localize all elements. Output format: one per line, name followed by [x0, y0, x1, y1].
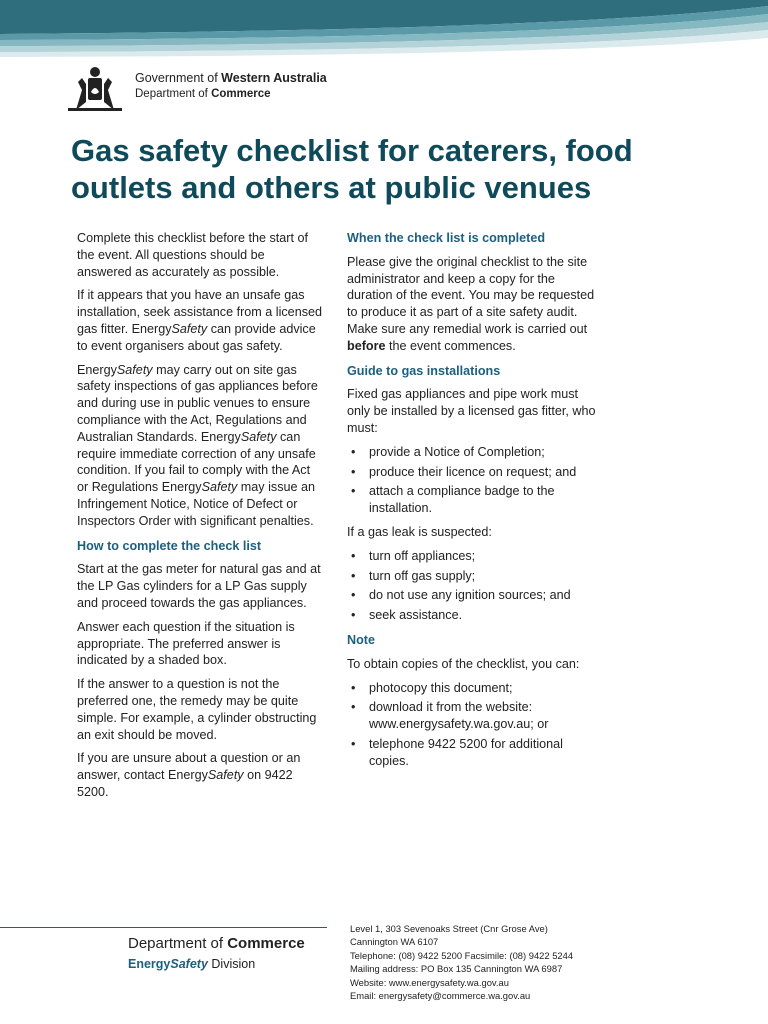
email-line: Email: energysafety@commerce.wa.gov.au — [350, 990, 531, 1002]
contact-paragraph: If you are unsure about a question or an answer, contact EnergySafety on 9422 5200. — [77, 751, 301, 799]
footer-division-line: EnergySafety Division — [128, 957, 256, 971]
left-column — [77, 230, 322, 808]
list-item: • provide a Notice of Completion; — [347, 444, 597, 461]
list-item: • turn off gas supply; — [347, 568, 597, 585]
list-item: • telephone 9422 5200 for additional copies. — [347, 736, 597, 770]
address-line: Level 1, 303 Sevenoaks Street (Cnr Grose Ave) — [350, 923, 548, 934]
footer-address — [350, 922, 573, 1002]
telephone-line: Telephone: (08) 9422 5200 Facsimile: (08) 9422 5244 — [350, 949, 574, 961]
address-line: Cannington WA 6107 — [350, 936, 439, 948]
gas-leak-list — [347, 548, 597, 624]
copies-paragraph: To obtain copies of the checklist, you can: — [347, 656, 580, 671]
header-wave-banner — [0, 0, 768, 60]
note-heading: Note — [347, 632, 375, 647]
start-paragraph: Start at the gas meter for natural gas and at the LP Gas cylinders for a LP Gas supply and proceed towards the gas appliances. — [77, 562, 321, 610]
footer-dept-line: Department of Commerce — [128, 935, 305, 952]
page-title: Gas safety checklist for caterers, food outlets and others at public venues — [71, 133, 633, 205]
leak-paragraph: If a gas leak is suspected: — [347, 524, 492, 539]
guide-heading: Guide to gas installations — [347, 363, 501, 378]
list-item: • download it from the website: www.energysafety.wa.gov.au; or — [347, 699, 597, 733]
completed-heading: When the check list is completed — [347, 231, 546, 245]
answer-paragraph: Answer each question if the situation is appropriate. The preferred answer is indicated by a shaded box. — [77, 619, 295, 668]
copies-list — [347, 680, 597, 770]
website-line: Website: www.energysafety.wa.gov.au — [350, 976, 509, 988]
intro-paragraph: Complete this checklist before the start of the event. All questions should be answered as accurately as possible. — [77, 231, 308, 279]
list-item: • photocopy this document; — [347, 680, 597, 697]
wa-coat-of-arms-logo — [62, 64, 128, 112]
right-column — [347, 230, 597, 777]
government-line: Government of Western Australia — [135, 71, 327, 85]
how-to-heading: How to complete the check list — [77, 538, 262, 553]
department-line: Department of Commerce — [135, 88, 271, 100]
government-header — [135, 70, 327, 102]
unsafe-paragraph: If it appears that you have an unsafe gas installation, seek assistance from a licensed gas fitter. EnergySafety can provide advice to event organisers about gas safety. — [77, 288, 323, 353]
remedy-paragraph: If the answer to a question is not the preferred one, the remedy may be quite simple. For example, a cylinder obstructing an exit should be moved. — [77, 677, 317, 742]
list-item: • do not use any ignition sources; and — [347, 587, 597, 604]
footer-department — [128, 934, 305, 974]
list-item: • produce their licence on request; and — [347, 464, 597, 481]
inspection-paragraph: EnergySafety may carry out on site gas safety inspections of gas appliances before and during use in public venues to ensure compliance with the Act, Regulations and Australian Standards. EnergySafety can require immediate correction of any unsafe condition. If you fail to comply with the Act or Regulations EnergySafety may issue an Infringement Notice, Notice of Defect or Inspectors Order with significant penalties. — [77, 362, 318, 528]
list-item: • seek assistance. — [347, 607, 597, 624]
guide-paragraph: Fixed gas appliances and pipe work must only be installed by a licensed gas fitter, who must: — [347, 387, 596, 435]
mailing-line: Mailing address: PO Box 135 Cannington WA 6987 — [350, 963, 563, 975]
list-item: • turn off appliances; — [347, 548, 597, 565]
footer-divider — [0, 927, 327, 928]
gas-fitter-list — [347, 444, 597, 517]
completed-paragraph: Please give the original checklist to the site administrator and keep a copy for the duration of the event. You may be requested to produce it as part of a site safety audit. Make sure any remedial work is carried out before the event commences. — [347, 254, 595, 353]
list-item: • attach a compliance badge to the installation. — [347, 483, 597, 517]
